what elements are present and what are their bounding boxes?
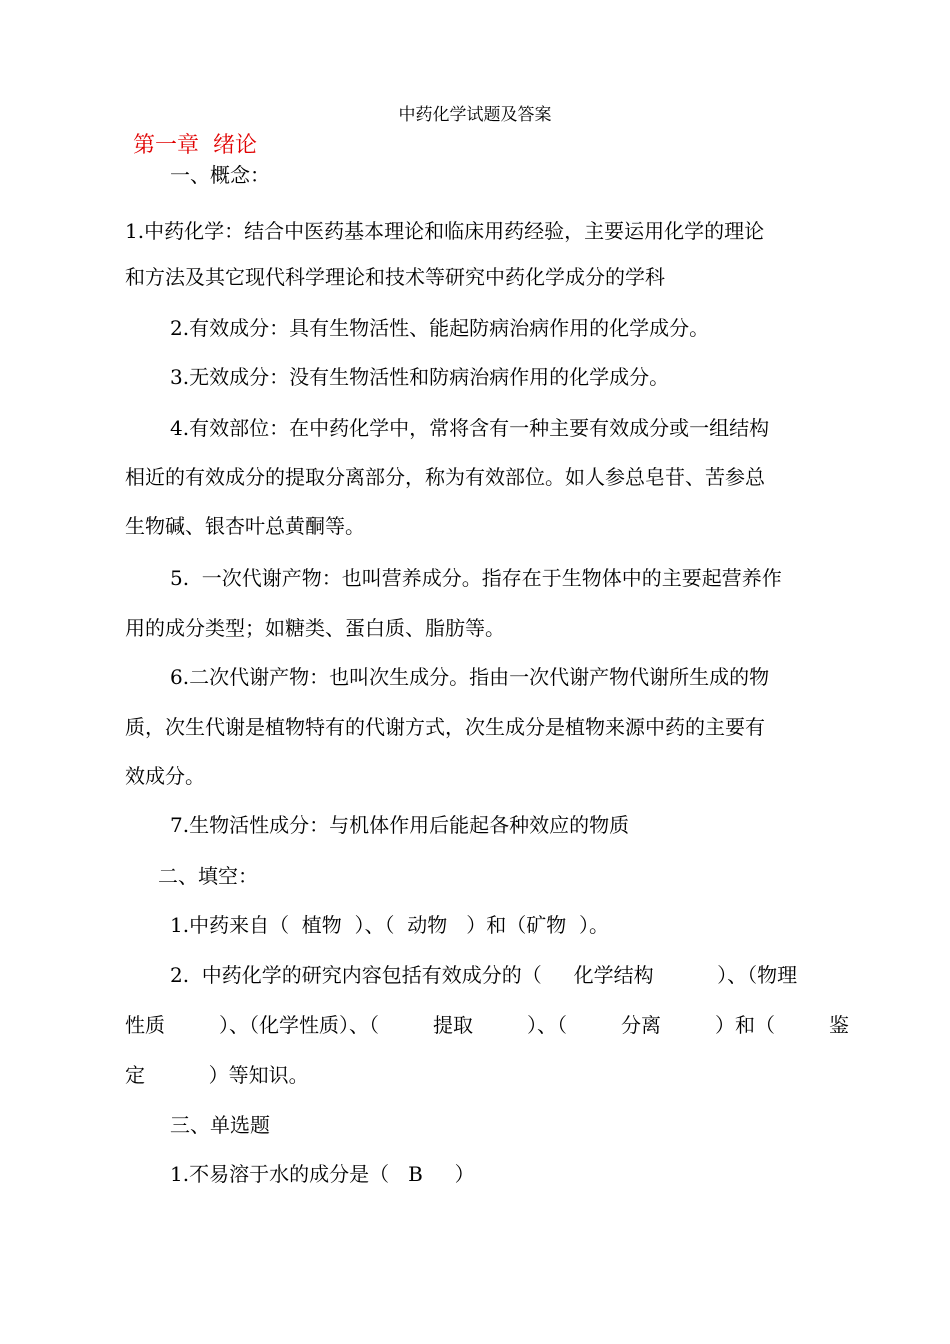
concept-item-5-line-1: 5. 一次代谢产物：也叫营养成分。指存在于生物体中的主要起营养作 — [170, 566, 782, 590]
choice-item-1: 1.不易溶于水的成分是（ B ） — [170, 1162, 475, 1186]
concept-item-7: 7.生物活性成分：与机体作用后能起各种效应的物质 — [170, 813, 630, 837]
concept-item-6-line-2: 质，次生代谢是植物特有的代谢方式，次生成分是植物来源中药的主要有 — [125, 715, 765, 739]
fill-item-2-part: 性质 — [125, 1013, 165, 1037]
section-heading-concepts: 一、概念： — [170, 163, 270, 187]
document-title: 中药化学试题及答案 — [398, 105, 552, 125]
fill-item-2-part: 分离 — [621, 1013, 661, 1037]
fill-item-2-part: ）和（ — [715, 1013, 775, 1037]
concept-item-4-line-1: 4.有效部位：在中药化学中，常将含有一种主要有效成分或一组结构 — [170, 416, 770, 440]
fill-item-1: 1.中药来自（ 植物 ）、（ 动物 ）和（矿物 ）。 — [170, 913, 610, 937]
fill-item-2-part: 提取 — [433, 1013, 473, 1037]
fill-item-2-line-3: 定 ）等知识。 — [125, 1063, 309, 1087]
chapter-heading: 第一章 绪论 — [133, 133, 257, 158]
fill-item-2-part: ）、（ — [527, 1013, 567, 1037]
fill-item-2-line-1: 2. 中药化学的研究内容包括有效成分的（ 化学结构 ）、（物理 — [170, 963, 798, 987]
concept-item-2: 2.有效成分：具有生物活性、能起防病治病作用的化学成分。 — [170, 316, 710, 340]
concept-item-1-line-2: 和方法及其它现代科学理论和技术等研究中药化学成分的学科 — [125, 265, 665, 289]
concept-item-5-line-2: 用的成分类型；如糖类、蛋白质、脂肪等。 — [125, 616, 505, 640]
concept-item-6-line-1: 6.二次代谢产物：也叫次生成分。指由一次代谢产物代谢所生成的物 — [170, 665, 770, 689]
concept-item-4-line-2: 相近的有效成分的提取分离部分，称为有效部位。如人参总皂苷、苦参总 — [125, 465, 765, 489]
concept-item-4-line-3: 生物碱、银杏叶总黄酮等。 — [125, 514, 365, 538]
fill-item-2-part: 鉴 — [829, 1013, 849, 1037]
concept-item-1-line-1: 1.中药化学：结合中医药基本理论和临床用药经验，主要运用化学的理论 — [125, 219, 765, 243]
concept-item-3: 3.无效成分：没有生物活性和防病治病作用的化学成分。 — [170, 365, 670, 389]
concept-item-6-line-3: 效成分。 — [125, 764, 205, 788]
fill-item-2-line-2 — [125, 1000, 849, 1050]
fill-item-2-part: ）、（化学性质）、（ — [219, 1013, 379, 1037]
section-heading-single-choice: 三、单选题 — [170, 1113, 270, 1137]
section-heading-fill-blank: 二、填空： — [158, 864, 258, 888]
